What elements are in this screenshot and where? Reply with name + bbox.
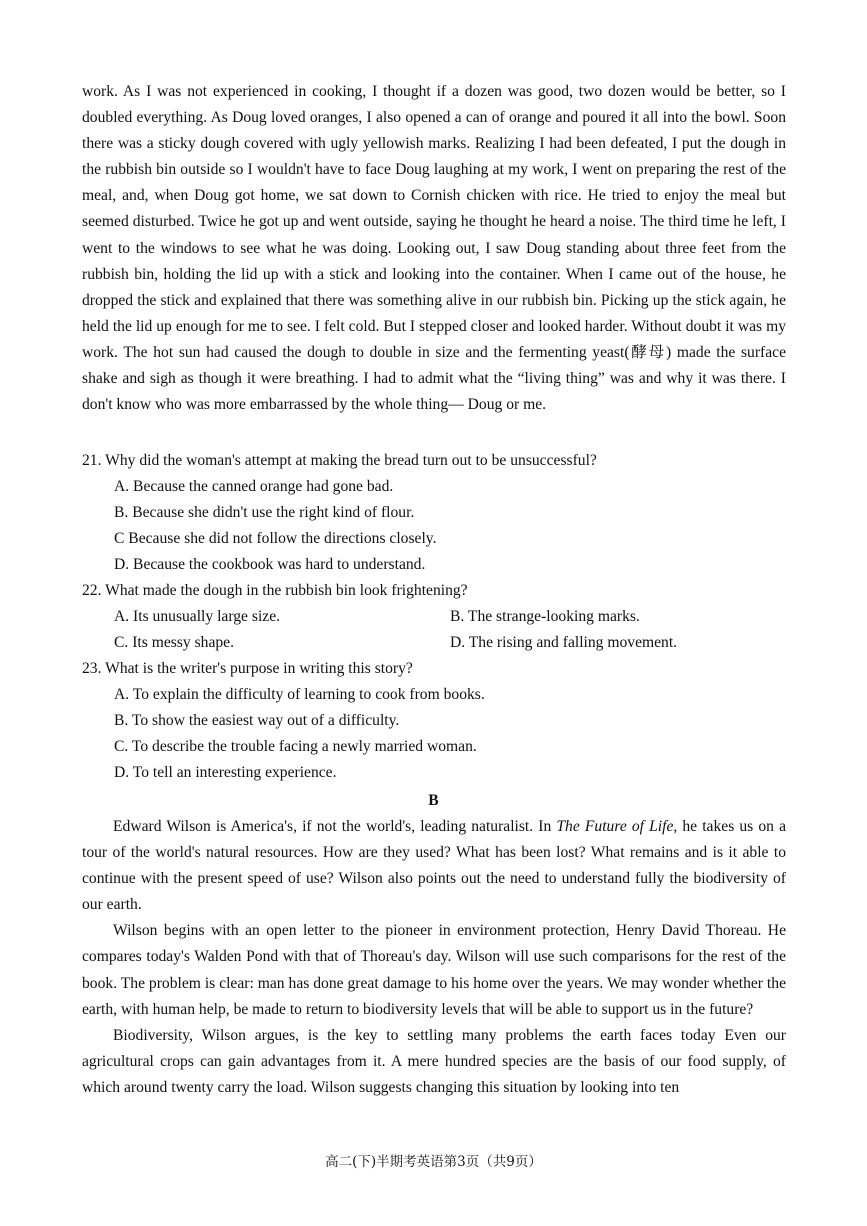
question-23-option-b: B. To show the easiest way out of a difficulty. (114, 712, 400, 729)
p1-before: Edward Wilson is America's, if not the world's, leading naturalist. In (113, 818, 557, 835)
question-22-option-c: C. Its messy shape. (114, 634, 234, 651)
passage-b-paragraph-3: Biodiversity, Wilson argues, is the key to settling many problems the earth faces today Even our agricultural crops can gain advantages from it. A mere hundred species are the basis of our food supply, of which around twenty carry the load. Wilson suggests changing this situation by looking into ten (82, 1026, 786, 1096)
question-23-option-d: D. To tell an interesting experience. (114, 764, 337, 781)
book-title: The Future of Life (556, 818, 674, 835)
passage-b-paragraph-1 (82, 814, 786, 918)
question-21-stem: 21. Why did the woman's attempt at making the bread turn out to be unsuccessful? (82, 452, 597, 469)
question-22-stem: 22. What made the dough in the rubbish bin look frightening? (82, 582, 468, 599)
section-b-heading: B (428, 792, 439, 809)
question-22-option-d: D. The rising and falling movement. (450, 634, 678, 651)
question-21-option-a: A. Because the canned orange had gone bad. (114, 478, 394, 495)
question-23-option-a: A. To explain the difficulty of learning to cook from books. (114, 686, 485, 703)
question-22-option-a: A. Its unusually large size. (114, 608, 281, 625)
passage-b-text (82, 814, 786, 1101)
passage-a-paragraph: work. As I was not experienced in cooking, I thought if a dozen was good, two dozen would be better, so I doubled everything. As Doug loved oranges, I also opened a can of orange and poured it all into the bowl. Soon there was a sticky dough covered with ugly yellowish marks. Realizing I had been defeated, I put the dough in the rubbish bin outside so I wouldn't have to face Doug laughing at my work, I went on preparing the rest of the meal, and, when Doug got home, we sat down to Cornish chicken with rice. He tried to enjoy the meal but seemed disturbed. Twice he got up and went outside, saying he thought he heard a noise. The third time he left, I went to the windows to see what he was doing. Looking out, I saw Doug standing about three feet from the rubbish bin, holding the lid up with a stick and looking into the container. When I came out of the house, he dropped the stick and explained that there was something alive in our rubbish bin. Picking up the stick again, he held the lid up enough for me to see. I felt cold. But I stepped closer and looked harder. Without doubt it was my work. The hot sun had caused the dough to double in size and the fermenting yeast(酵母) made the surface shake and sigh as though it were breathing. I had to admit what the “living thing” was and why it was there. I don't know who was more embarrassed by the whole thing— Doug or me. (82, 83, 786, 414)
passage-b-paragraph-2: Wilson begins with an open letter to the pioneer in environment protection, Henry David Thoreau. He compares today's Walden Pond with that of Thoreau's day. Wilson will use such comparisons for the rest of the book. The problem is clear: man has done great damage to his home over the years. We may wonder whether the earth, with human help, be made to return to biodiversity levels that will be able to support us in the future? (82, 922, 786, 1018)
question-21-option-b: B. Because she didn't use the right kind of flour. (114, 504, 415, 521)
question-23-option-c: C. To describe the trouble facing a newly married woman. (114, 738, 477, 755)
passage-a-text (82, 79, 786, 418)
question-21-option-d: D. Because the cookbook was hard to understand. (114, 556, 426, 573)
question-21-option-c: C Because she did not follow the directions closely. (114, 530, 437, 547)
question-22-option-b: B. The strange-looking marks. (450, 608, 640, 625)
page-footer: 高二(下)半期考英语第3页（共9页） (325, 1154, 542, 1170)
question-23-stem: 23. What is the writer's purpose in writing this story? (82, 660, 413, 677)
p1-after: , he takes us on a tour of the world's natural resources. How are they used? What has been lost? What remains and is it able to continue with the present speed of use? Wilson also points out the need to understand fully the biodiversity of our earth. (82, 818, 786, 914)
